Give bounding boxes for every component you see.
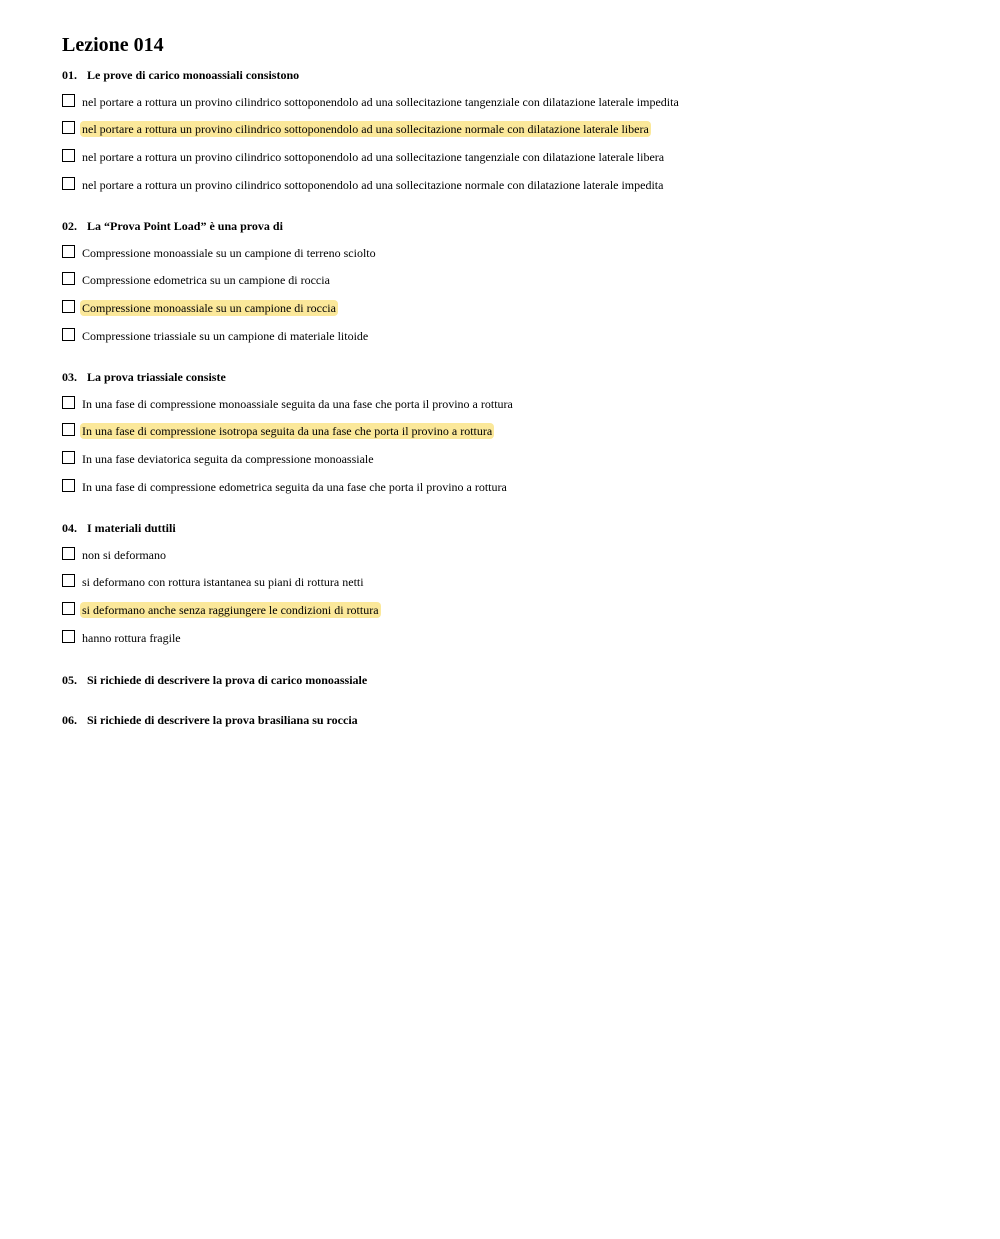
checkbox[interactable] xyxy=(62,272,75,285)
checkbox[interactable] xyxy=(62,328,75,341)
checkbox[interactable] xyxy=(62,177,75,190)
question-text: Si richiede di descrivere la prova brasiliana su roccia xyxy=(87,713,358,727)
checkbox[interactable] xyxy=(62,245,75,258)
question-02 xyxy=(62,218,962,344)
question-heading xyxy=(62,712,962,728)
question-text: Si richiede di descrivere la prova di carico monoassiale xyxy=(87,673,368,687)
option-text: In una fase di compressione monoassiale seguita da una fase che porta il provino a rottura xyxy=(82,397,513,411)
option-text: nel portare a rottura un provino cilindrico sottoponendolo ad una sollecitazione tangenziale con dilatazione laterale impedita xyxy=(82,95,679,109)
question-heading xyxy=(62,218,962,234)
answer-option[interactable] xyxy=(62,547,962,563)
question-heading xyxy=(62,67,962,83)
question-01 xyxy=(62,67,962,193)
option-text-highlighted: nel portare a rottura un provino cilindrico sottoponendolo ad una sollecitazione normale con dilatazione laterale libera xyxy=(82,122,649,136)
answer-option[interactable] xyxy=(62,479,962,495)
checkbox[interactable] xyxy=(62,479,75,492)
option-text: nel portare a rottura un provino cilindrico sottoponendolo ad una sollecitazione tangenziale con dilatazione laterale libera xyxy=(82,150,665,164)
option-text: non si deformano xyxy=(82,548,166,562)
question-text: La “Prova Point Load” è una prova di xyxy=(87,219,283,233)
question-heading xyxy=(62,672,962,688)
page-title: Lezione 014 xyxy=(62,34,164,56)
question-03 xyxy=(62,369,962,495)
question-text: I materiali duttili xyxy=(87,521,176,535)
checkbox[interactable] xyxy=(62,602,75,615)
checkbox[interactable] xyxy=(62,574,75,587)
answer-option[interactable] xyxy=(62,149,962,165)
checkbox[interactable] xyxy=(62,630,75,643)
checkbox[interactable] xyxy=(62,451,75,464)
answer-option[interactable] xyxy=(62,602,962,618)
option-text-highlighted: Compressione monoassiale su un campione di roccia xyxy=(82,301,336,315)
checkbox[interactable] xyxy=(62,94,75,107)
question-number: 01. xyxy=(62,68,77,82)
answer-option[interactable] xyxy=(62,630,962,646)
option-text: Compressione edometrica su un campione di roccia xyxy=(82,273,330,287)
option-text: nel portare a rottura un provino cilindrico sottoponendolo ad una sollecitazione normale con dilatazione laterale impedita xyxy=(82,178,664,192)
answer-option[interactable] xyxy=(62,574,962,590)
checkbox[interactable] xyxy=(62,300,75,313)
answer-option[interactable] xyxy=(62,396,962,412)
checkbox[interactable] xyxy=(62,423,75,436)
question-text: Le prove di carico monoassiali consistono xyxy=(87,68,300,82)
answer-option[interactable] xyxy=(62,300,962,316)
checkbox[interactable] xyxy=(62,396,75,409)
option-text: In una fase deviatorica seguita da compressione monoassiale xyxy=(82,452,374,466)
answer-option[interactable] xyxy=(62,177,962,193)
option-text: si deformano con rottura istantanea su piani di rottura netti xyxy=(82,575,364,589)
question-number: 03. xyxy=(62,370,77,384)
option-text: Compressione monoassiale su un campione di terreno sciolto xyxy=(82,246,376,260)
option-text: In una fase di compressione edometrica seguita da una fase che porta il provino a rottura xyxy=(82,480,507,494)
option-text: Compressione triassiale su un campione di materiale litoide xyxy=(82,329,369,343)
question-number: 05. xyxy=(62,673,77,687)
question-heading xyxy=(62,520,962,536)
answer-option[interactable] xyxy=(62,245,962,261)
option-text-highlighted: In una fase di compressione isotropa seguita da una fase che porta il provino a rottura xyxy=(82,424,493,438)
answer-option[interactable] xyxy=(62,451,962,467)
answer-option[interactable] xyxy=(62,423,962,439)
checkbox[interactable] xyxy=(62,149,75,162)
question-heading xyxy=(62,369,962,385)
question-number: 04. xyxy=(62,521,77,535)
question-04 xyxy=(62,520,962,646)
option-text-highlighted: si deformano anche senza raggiungere le condizioni di rottura xyxy=(82,603,379,617)
question-number: 02. xyxy=(62,219,77,233)
checkbox[interactable] xyxy=(62,121,75,134)
document-page xyxy=(62,32,962,728)
checkbox[interactable] xyxy=(62,547,75,560)
answer-option[interactable] xyxy=(62,94,962,110)
answer-option[interactable] xyxy=(62,121,962,137)
question-06 xyxy=(62,712,962,728)
answer-option[interactable] xyxy=(62,328,962,344)
question-text: La prova triassiale consiste xyxy=(87,370,226,384)
option-text: hanno rottura fragile xyxy=(82,631,181,645)
question-number: 06. xyxy=(62,713,77,727)
answer-option[interactable] xyxy=(62,272,962,288)
question-05 xyxy=(62,672,962,688)
